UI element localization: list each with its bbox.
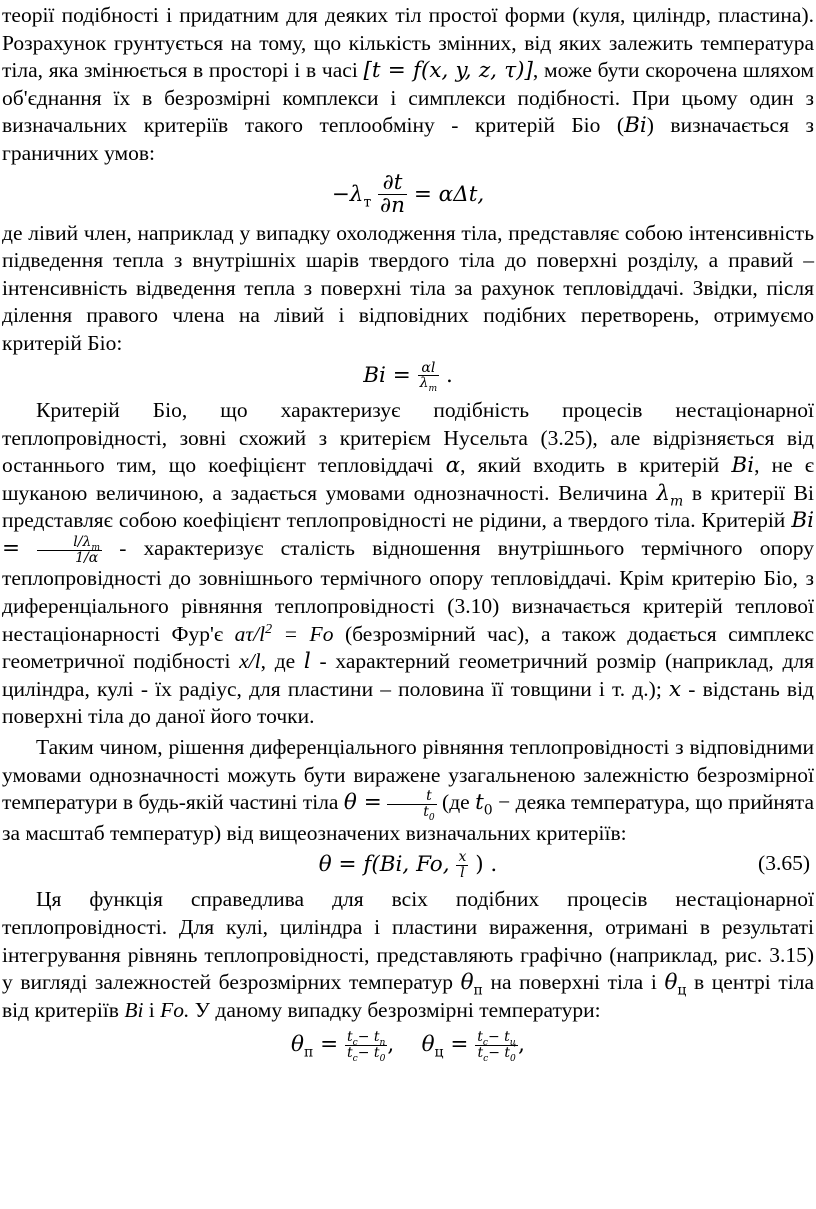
fraction-theta: $\frac{t}{t_0}$ <box>387 789 436 819</box>
equation-number: (3.65) <box>758 851 810 876</box>
paragraph-2: де лівий член, наприклад у випадку охолодження тіла, представляє собою інтенсивність підведення тепла з внутрішніх шарів твердого тіла до поверхні розділу, а правий – інтенсивність відведення тепла з поверхні тіла за рахунок тепловіддачі. Звідки, після ділення правого члена на лівий і відповідних подібних перетворень, отримуємо критерій Біо: <box>2 220 814 356</box>
formula-temperature-function: [t = f(x, y, z, τ)] <box>363 58 533 84</box>
symbol-bi: Bi <box>624 113 647 139</box>
equation-biot: Bi = $\frac{\alpha l}{\lambda_т}$ . <box>363 359 453 395</box>
fraction-alpha-l-lambda: $\frac{\alpha l}{\lambda_т}$ <box>419 359 438 395</box>
equation-dimensionless-temperatures: $\theta_п$ = $\frac{t_c- t_п}{t_c- t_0}$ , $\theta_ц$ = $\frac{t_c- t_ц}{t_c- t_0}$ , <box>291 1029 525 1064</box>
paragraph-5: Ця функція справедлива для всіх подібних процесів нестаціонарної теплопровідності. Для кулі, циліндра і пластини вираження, отримані в результаті інтегрування рівнянь теплопровідності, представляють графічно (наприклад, рис. 3.15) у вигляді залежностей безрозмірних температур $\theta_п$ на поверхні тіла і $\theta_ц$ в центрі тіла від критеріїв Bi і Fo. У даному випадку безрозмірні температури: <box>2 887 814 1022</box>
equation-3-65: θ = f(Bi, Fo, $\frac{x}{l}$ ) . (3.65) <box>318 849 810 881</box>
paragraph-3: Критерій Біо, що характеризує подібність процесів нестаціонарної теплопровідності, зовні схожий з критерієм Нусельта (3.25), але відрізняється від останнього тим, що коефіцієнт тепловіддачі α, який входить в критерій Bi, не є шуканою величиною, а задається умовами однозначності. Величина $\lambda_m$ в критерії Ві представляє собою коефіцієнт теплопровідності не рідини, а твердого тіла. Критерій Bi = $\frac{l/\lambda_m}{1/\alpha}$ - характеризує сталість відношення внутрішнього термічного опору теплопровідності до зовнішнього термічного опору тепловіддачі. Крім критерію Біо, з диференціального рівняння теплопровідності (3.10) визначається критерій теплової нестаціонарності Фур'є $a\tau/l^2 = Fo$ (безрозмірний час), а також додається симплекс геометричної подібності x/l, де l - характерний геометричний розмір (наприклад, для циліндра, кулі - їх радіус, для пластини – половина її товщини і т. д.); x - відстань від поверхні тіла до даної його точки. <box>2 398 815 729</box>
fraction-theta-surface: $\frac{t_c- t_п}{t_c- t_0}$ <box>346 1029 386 1064</box>
fraction-x-l: $\frac{x}{l}$ <box>458 849 467 881</box>
paragraph-1: теорії подібності і придатним для деяких тіл простої форми (куля, циліндр, пластина). Розрахунок грунтується на тому, що кількість змінних, від яких залежить температура тіла, яка змінюється в просторі і в часі [t = f(x, y, z, τ)], може бути скорочена шляхом об'єднання їх в безрозмірні комплекси і симплекси подібності. При цьому один з визначальних критеріїв такого теплообміну - критерій Біо (Bi) визначається з граничних умов: <box>2 3 814 165</box>
fraction-biot-ratio: $\frac{l/\lambda_m}{1/\alpha}$ <box>37 535 102 565</box>
fraction-dt-dn: $\frac{\partial t}{\partial n}$ <box>380 169 405 219</box>
fraction-theta-center: $\frac{t_c- t_ц}{t_c- t_0}$ <box>477 1029 517 1064</box>
equation-boundary-condition: $-\lambda_т$ $\frac{\partial t}{\partial n}$ = αΔt, <box>331 169 485 219</box>
paragraph-4: Таким чином, рішення диференціального рівняння теплопровідності з відповідними умовами однозначності можуть бути виражене узагальненою залежністю безрозмірної температури в будь-якій частині тіла θ = $\frac{t}{t_0}$ (де $t_0$ − деяка температура, що прийнята за масштаб температур) від вищеозначених визначальних критеріїв: <box>2 734 814 845</box>
